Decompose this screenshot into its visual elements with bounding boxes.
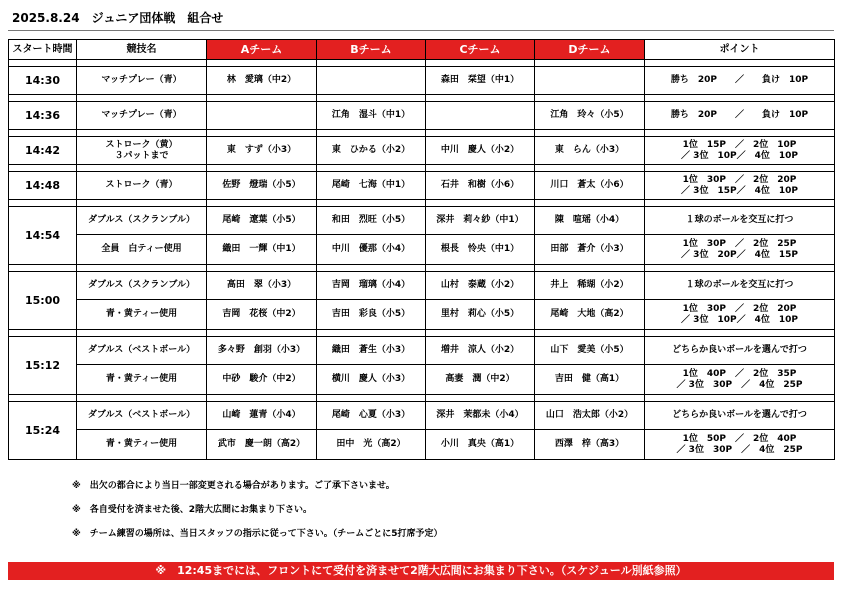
spacer-cell bbox=[426, 130, 535, 137]
points-cell: 1位 30P ／ 2位 20P ／ 3位 15P／ 4位 10P bbox=[645, 172, 835, 200]
header-team-d: Dチーム bbox=[535, 40, 645, 60]
spacer-cell bbox=[535, 165, 645, 172]
event-name: マッチプレー（青） bbox=[77, 67, 207, 95]
spacer-cell bbox=[645, 330, 835, 337]
player-cell: 里村 莉心（小5） bbox=[426, 300, 535, 330]
points-cell: 1位 40P ／ 2位 35P ／ 3位 30P ／ 4位 25P bbox=[645, 365, 835, 395]
player-cell: 高田 翠（小3） bbox=[207, 272, 317, 300]
player-cell: 尾崎 遼葉（小5） bbox=[207, 207, 317, 235]
doubles-row-2 bbox=[9, 365, 835, 395]
player-cell: 和田 烈旺（小5） bbox=[317, 207, 426, 235]
start-time: 14:36 bbox=[9, 102, 77, 130]
event-tee: 青・黄ティー使用 bbox=[77, 300, 207, 330]
event-tee: 全員 白ティー使用 bbox=[77, 235, 207, 265]
player-cell: 山村 泰蔵（小2） bbox=[426, 272, 535, 300]
row-spacer bbox=[9, 95, 835, 102]
spacer-cell bbox=[317, 330, 426, 337]
spacer-cell bbox=[645, 95, 835, 102]
points-cell: 1位 30P ／ 2位 25P ／ 3位 20P／ 4位 15P bbox=[645, 235, 835, 265]
spacer-cell bbox=[317, 165, 426, 172]
player-cell: 井上 稀瑚（小2） bbox=[535, 272, 645, 300]
spacer-cell bbox=[426, 95, 535, 102]
spacer-cell bbox=[9, 265, 77, 272]
player-cell: 田中 光（高2） bbox=[317, 430, 426, 460]
row-spacer bbox=[9, 330, 835, 337]
spacer-cell bbox=[535, 95, 645, 102]
event-name: ダブルス（ベストボール） bbox=[77, 402, 207, 430]
start-time: 15:24 bbox=[9, 402, 77, 460]
player-cell: 高妻 潤（中2） bbox=[426, 365, 535, 395]
player-cell bbox=[207, 102, 317, 130]
player-cell: 小川 真央（高1） bbox=[426, 430, 535, 460]
player-cell: 深井 茉都未（小4） bbox=[426, 402, 535, 430]
match-row bbox=[9, 137, 835, 165]
spacer-cell bbox=[645, 60, 835, 67]
header-team-a: Aチーム bbox=[207, 40, 317, 60]
row-spacer bbox=[9, 395, 835, 402]
spacer-cell bbox=[9, 130, 77, 137]
doubles-row-2 bbox=[9, 235, 835, 265]
header-team-c: Cチーム bbox=[426, 40, 535, 60]
player-cell: 吉岡 花桜（中2） bbox=[207, 300, 317, 330]
spacer-cell bbox=[317, 200, 426, 207]
points-rule: １球のボールを交互に打つ bbox=[645, 207, 835, 235]
header-team-b: Bチーム bbox=[317, 40, 426, 60]
points-cell: 1位 50P ／ 2位 40P ／ 3位 30P ／ 4位 25P bbox=[645, 430, 835, 460]
event-name: ストローク（黄） ３パットまで bbox=[77, 137, 207, 165]
spacer-cell bbox=[645, 130, 835, 137]
event-tee: 青・黄ティー使用 bbox=[77, 430, 207, 460]
doubles-row-1 bbox=[9, 337, 835, 365]
player-cell: 東 すず（小3） bbox=[207, 137, 317, 165]
player-cell: 根長 怜央（中1） bbox=[426, 235, 535, 265]
spacer-cell bbox=[317, 130, 426, 137]
spacer-cell bbox=[426, 200, 535, 207]
reception-banner: ※ 12:45までには、フロントにて受付を済ませて2階大広間にお集まり下さい。（スケジュール別紙参照） bbox=[8, 562, 834, 580]
spacer-cell bbox=[535, 330, 645, 337]
event-name: ダブルス（スクランブル） bbox=[77, 272, 207, 300]
spacer-cell bbox=[426, 265, 535, 272]
spacer-cell bbox=[77, 200, 207, 207]
event-name: ストローク（青） bbox=[77, 172, 207, 200]
start-time: 15:12 bbox=[9, 337, 77, 395]
points-cell: 勝ち 20P ／ 負け 10P bbox=[645, 102, 835, 130]
doubles-row-2 bbox=[9, 300, 835, 330]
spacer-cell bbox=[9, 165, 77, 172]
player-cell: 山口 浩太郎（小2） bbox=[535, 402, 645, 430]
player-cell: 江角 湿斗（中1） bbox=[317, 102, 426, 130]
player-cell: 織田 蒼生（小3） bbox=[317, 337, 426, 365]
player-cell bbox=[426, 102, 535, 130]
event-name: ダブルス（スクランブル） bbox=[77, 207, 207, 235]
spacer-cell bbox=[207, 130, 317, 137]
spacer-cell bbox=[426, 165, 535, 172]
player-cell: 東 ひかる（小2） bbox=[317, 137, 426, 165]
spacer-cell bbox=[207, 395, 317, 402]
doubles-row-2 bbox=[9, 430, 835, 460]
points-rule: １球のボールを交互に打つ bbox=[645, 272, 835, 300]
player-cell: 武市 慶一朗（高2） bbox=[207, 430, 317, 460]
spacer-cell bbox=[317, 265, 426, 272]
points-rule: どちらか良いボールを選んで打つ bbox=[645, 337, 835, 365]
header-time: スタート時間 bbox=[9, 40, 77, 60]
player-cell bbox=[317, 67, 426, 95]
doubles-row-1 bbox=[9, 207, 835, 235]
player-cell: 石井 和樹（小6） bbox=[426, 172, 535, 200]
spacer-cell bbox=[77, 330, 207, 337]
spacer-cell bbox=[535, 130, 645, 137]
player-cell: 多々野 創羽（小3） bbox=[207, 337, 317, 365]
player-cell: 中川 優那（小4） bbox=[317, 235, 426, 265]
spacer-cell bbox=[535, 60, 645, 67]
page-title: 2025.8.24 ジュニア団体戦 組合せ bbox=[12, 11, 224, 25]
spacer-cell bbox=[207, 165, 317, 172]
spacer-cell bbox=[77, 95, 207, 102]
player-cell: 中川 慶人（小2） bbox=[426, 137, 535, 165]
player-cell: 尾崎 大地（高2） bbox=[535, 300, 645, 330]
spacer-cell bbox=[77, 60, 207, 67]
spacer-cell bbox=[207, 60, 317, 67]
player-cell: 中砂 駿介（中2） bbox=[207, 365, 317, 395]
event-tee: 青・黄ティー使用 bbox=[77, 365, 207, 395]
player-cell: 川口 蒼太（小6） bbox=[535, 172, 645, 200]
spacer-cell bbox=[77, 165, 207, 172]
event-name: マッチプレー（青） bbox=[77, 102, 207, 130]
player-cell: 深井 莉々紗（中1） bbox=[426, 207, 535, 235]
spacer-cell bbox=[317, 60, 426, 67]
player-cell: 横川 慶人（小3） bbox=[317, 365, 426, 395]
start-time: 14:30 bbox=[9, 67, 77, 95]
note-1: ※ 出欠の都合により当日一部変更される場合があります。ご了承下さいませ。 bbox=[72, 481, 395, 491]
player-cell bbox=[535, 67, 645, 95]
doubles-row-1 bbox=[9, 272, 835, 300]
match-row bbox=[9, 172, 835, 200]
spacer-cell bbox=[207, 200, 317, 207]
points-cell: 1位 15P ／ 2位 10P ／ 3位 10P／ 4位 10P bbox=[645, 137, 835, 165]
player-cell: 尾崎 七海（中1） bbox=[317, 172, 426, 200]
points-cell: 1位 30P ／ 2位 20P ／ 3位 10P／ 4位 10P bbox=[645, 300, 835, 330]
player-cell: 佐野 燈瑞（小5） bbox=[207, 172, 317, 200]
match-row bbox=[9, 102, 835, 130]
spacer-cell bbox=[317, 95, 426, 102]
spacer-cell bbox=[9, 395, 77, 402]
start-time: 14:54 bbox=[9, 207, 77, 265]
spacer-cell bbox=[207, 265, 317, 272]
start-time: 14:48 bbox=[9, 172, 77, 200]
spacer-cell bbox=[9, 95, 77, 102]
row-spacer bbox=[9, 130, 835, 137]
event-name: ダブルス（ベストボール） bbox=[77, 337, 207, 365]
player-cell: 山下 愛美（小5） bbox=[535, 337, 645, 365]
player-cell: 吉田 健（高1） bbox=[535, 365, 645, 395]
spacer-cell bbox=[9, 60, 77, 67]
header-event: 競技名 bbox=[77, 40, 207, 60]
spacer-cell bbox=[645, 265, 835, 272]
player-cell: 吉田 彩良（小5） bbox=[317, 300, 426, 330]
spacer-cell bbox=[207, 330, 317, 337]
spacer-cell bbox=[426, 60, 535, 67]
player-cell: 山崎 蓮青（小4） bbox=[207, 402, 317, 430]
start-time: 15:00 bbox=[9, 272, 77, 330]
spacer-cell bbox=[645, 200, 835, 207]
points-rule: どちらか良いボールを選んで打つ bbox=[645, 402, 835, 430]
spacer-cell bbox=[207, 95, 317, 102]
player-cell: 江角 玲々（小5） bbox=[535, 102, 645, 130]
spacer-cell bbox=[9, 330, 77, 337]
header-points: ポイント bbox=[645, 40, 835, 60]
row-spacer bbox=[9, 165, 835, 172]
player-cell: 織田 一輝（中1） bbox=[207, 235, 317, 265]
spacer-cell bbox=[77, 395, 207, 402]
note-2: ※ 各自受付を済ませた後、2階大広間にお集まり下さい。 bbox=[72, 505, 313, 515]
note-3: ※ チーム練習の場所は、当日スタッフの指示に従って下さい。（チームごとに5打席予定） bbox=[72, 529, 443, 539]
spacer-cell bbox=[645, 395, 835, 402]
doubles-row-1 bbox=[9, 402, 835, 430]
spacer-cell bbox=[77, 265, 207, 272]
player-cell: 尾崎 心夏（小3） bbox=[317, 402, 426, 430]
pairing-table bbox=[8, 39, 835, 460]
player-cell: 陳 喧瑶（小4） bbox=[535, 207, 645, 235]
title-divider bbox=[8, 30, 834, 31]
points-cell: 勝ち 20P ／ 負け 10P bbox=[645, 67, 835, 95]
spacer-cell bbox=[535, 200, 645, 207]
player-cell: 東 らん（小3） bbox=[535, 137, 645, 165]
player-cell: 増井 涼人（小2） bbox=[426, 337, 535, 365]
row-spacer bbox=[9, 200, 835, 207]
spacer-cell bbox=[426, 330, 535, 337]
row-spacer bbox=[9, 265, 835, 272]
spacer-cell bbox=[535, 265, 645, 272]
header-row bbox=[9, 40, 835, 60]
spacer-cell bbox=[426, 395, 535, 402]
spacer-cell bbox=[645, 165, 835, 172]
start-time: 14:42 bbox=[9, 137, 77, 165]
spacer-cell bbox=[9, 200, 77, 207]
player-cell: 西澤 梓（高3） bbox=[535, 430, 645, 460]
spacer-cell bbox=[317, 395, 426, 402]
match-row bbox=[9, 67, 835, 95]
spacer-cell bbox=[77, 130, 207, 137]
row-spacer bbox=[9, 60, 835, 67]
player-cell: 森田 栞望（中1） bbox=[426, 67, 535, 95]
player-cell: 吉岡 瑠璃（小4） bbox=[317, 272, 426, 300]
spacer-cell bbox=[535, 395, 645, 402]
player-cell: 田部 蒼介（小3） bbox=[535, 235, 645, 265]
player-cell: 林 愛璃（中2） bbox=[207, 67, 317, 95]
